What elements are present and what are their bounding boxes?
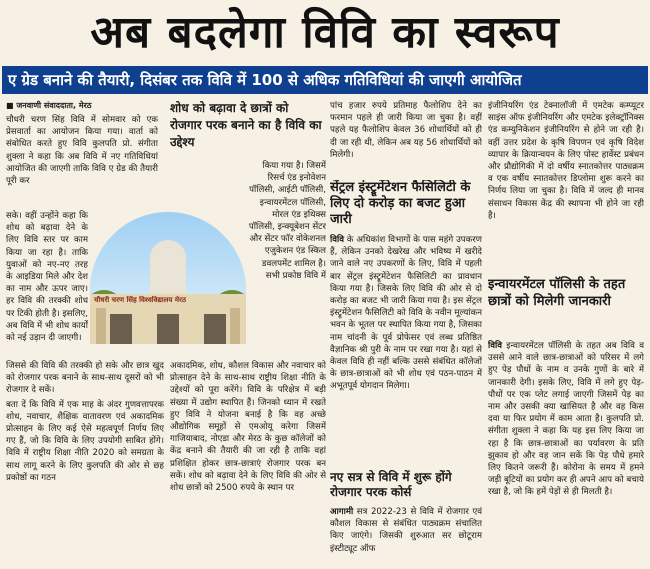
- column-4-text: [488, 100, 644, 270]
- lead-word: विवि: [488, 341, 503, 351]
- section-heading: शोध को बढ़ावा दे छात्रों को रोजगार परक बनाने का है विवि का उद्देश्य: [170, 101, 322, 149]
- paragraph: बता दें कि विवि में एक माह के अंदर गुणवत्तापरक शोध, नवाचार, शैक्षिक वातावरण एवं अकादमिक प्रोत्साहन के लिए कई ऐसे महत्वपूर्ण निर्णय लिए गए हैं, जो कि विवि के लिए उपयोगी साबित होंगे। विवि में राष्ट्रीय शिक्षा नीति 2020 को समग्रता के साथ लागू करने के लिए कुलपति की ओर से छह प्रकोष्ठों का गठन: [6, 399, 164, 483]
- column-3-text: [330, 100, 482, 178]
- paragraph: पांच हजार रुपये प्रतिमाह फैलोशिप देने का फरमान पहले ही जारी किया जा चुका है। वहीं पहले यह फैलोशिप केवल 36 शोधार्थियों को ही दी जा रही थी, लेकिन अब यह 56 शोधार्थियों को मिलेगी।: [330, 101, 482, 160]
- photo-pillar: [96, 308, 106, 344]
- paragraph-body: के अधिकांश विभागों के पास महंगे उपकरण हैं, लेकिन उनको देखरेख और भविष्य में खरीदे जाने वाले नए उपकरणों के लिए, विवि में पहली बार सेंट्रल इंस्ट्रूमेंटेशन फैसिलिटी का प्रावधान किया गया है। जिसके लिए विवि की ओर से दो करोड़ का बजट भी जारी किया गया है। इस सेंट्रल इंस्ट्रूमेंटेशन फैसिलिटी को विवि के नवीन मूल्यांकन भवन के भूतल पर स्थापित किया गया है, जिसका नाम चांदनी के पूर्व प्रोफेसर एवं लब्ध प्रतिष्ठित वैज्ञानिक श्री पुरी के नाम पर रखा गया है। यहां से केवल विवि ही नहीं बल्कि उससे संबंधित कॉलेजों के छात्र-छात्राओं को भी शोध एवं पठन-पाठन में अभूतपूर्व योगदान मिलेगा।: [330, 235, 482, 392]
- byline: ■ जनवाणी संवाददाता, मेरठ: [6, 101, 92, 110]
- paragraph: जिससे की विवि की तरक्की हो सके और छात्र खुद को रोजगार परक बनाने के साथ-साथ दूसरों को भी रोजगार दे सकें।: [6, 361, 164, 396]
- paragraph: अकादमिक, शोध, कौशल विकास और नवाचार को प्रोत्साहन देने के साथ-साथ राष्ट्रीय शिक्षा नीति के उद्देश्यों को पूरा करेंगे। विवि के परिक्षेत्र में बड़ी संख्या में उद्योग स्थापित हैं। जिनको ध्यान में रखते हुए विवि ने योजना बनाई है कि वह अच्छे औद्योगिक समूहों से एमओयू करेगा जिसमें गाजियाबाद, नोएडा और मेरठ के कुछ कॉलेजों को केंद्र बनाने की तैयारी की जा रही है ताकि वहां प्रशिक्षित होकर छात्र-छात्राएं रोजगार परक बन सकें। शोध को बढ़ावा देने के लिए विवि की ओर से शोध छात्रों को 2500 रुपये के स्थान पर: [170, 361, 326, 494]
- column-3-text-mid: [330, 234, 482, 466]
- column-1-text-bottom: [6, 360, 164, 566]
- university-gate-photo: [90, 212, 246, 344]
- section-heading: नए सत्र से विवि में शुरू होंगे रोजगार परक कोर्स: [330, 470, 452, 499]
- headline: अब बदलेगा विवि का स्वरूप: [90, 7, 560, 58]
- column-3-text-bottom: [330, 506, 482, 566]
- column-1-text: [6, 114, 158, 210]
- paragraph-body: सत्र 2022-23 से विवि में रोजगार एवं कौशल विकास से संबंधित पाठ्यक्रम संचालित किए जाएंगे। जिसकी शुरुआत सर छोटूराम इंस्टीट्यूट ऑफ: [330, 507, 482, 554]
- paragraph: सके। वहीं उन्होंने कहा कि शोध को बढ़ावा देने के लिए विवि स्तर पर काम किया जा रहा है। ताकि युवाओं को नए-नए तरह के आइडिया मिले और देश का नाम और ऊपर जाए। हर विवि की तरक्की शोध पर टिकी होती है। इसलिए, अब विवि में भी शोध कार्यों को नई उड़ान दी जाएगी।: [6, 211, 88, 344]
- section-heading: सेंट्रल इंस्ट्रूमेंटेशन फैसिलिटी के लिए दो करोड़ का बजट हुआ जारी: [330, 180, 471, 227]
- paragraph-body: इन्वायरमेंटल पॉलिसी के तहत अब विवि व उससे आने वाले छात्र-छात्राओं को परिसर में लगे हुए पेड़ पौधों के नाम व उनके गुणों के बारे में जानकारी देगी। इसके लिए, विवि में लगे हुए पेड़-पौधों पर एक प्लेट लगाई जाएगी जिसमें पेड़ का नाम और उसकी क्या खासियत है और वह किस दवा या फिर प्रयोग में काम आता है। कुलपति प्रो. संगीता शुक्ला ने कहा कि यह इस लिए किया जा रहा है कि छात्र-छात्राओं का पर्यावरण के प्रति झुकाव हो और वह जान सकें कि पेड़ पौधे हमारे लिए कितने जरूरी हैं। कोरोना के समय में हमने जड़ी बूटियों का प्रयोग कर ही अपने आप को बचाये रखा है, जो कि हमें पेड़ों से ही मिलती है।: [488, 341, 644, 498]
- column-2-text-bottom: [170, 360, 326, 566]
- paragraph: इंजीनियरिंग एंड टेक्नालॉजी में एमटेक कम्प्यूटर साइंस ऑफ इंजीनियरिंग और एमटेक इलेक्ट्रॉनिक्स एंड कम्युनिकेशन इंजीनियरिंग से होने जा रही है। वहीं उत्तर प्रदेश के कृषि विपणन एवं कृषि विदेश व्यापार के क्रियान्वयन के लिए पोस्ट हार्वेस्ट प्रबंधन और प्रौद्योगिकी में दो वर्षीय स्नातकोत्तर पाठ्यक्रम व एक वर्षीय स्नातकोत्तर डिप्लोमा शुरू करने का निर्णय लिया जा चुका है। विवि में जल्द ही मानव संसाधन विकास केंद्र की स्थापना भी होने जा रही है।: [488, 101, 644, 221]
- section-heading: इन्वायरमेंटल पॉलिसी के तहत छात्रों को मिलेगी जानकारी: [488, 277, 626, 309]
- paragraph: [330, 506, 482, 555]
- photo-pillar: [230, 308, 240, 344]
- paragraph: [488, 340, 644, 499]
- photo-gate-opening: [204, 314, 226, 344]
- photo-gate-text: चौधरी चरण सिंह विश्वविद्यालय मेरठ: [94, 296, 187, 304]
- lead-word: आगामी: [330, 507, 354, 517]
- photo-gate-opening: [110, 314, 132, 344]
- paragraph: [330, 234, 482, 393]
- paragraph: किया गया है। जिसमें रिसर्च एंड इनोवेशन पॉलिसी, आईटी पॉलिसी, इन्वायरमेंटल पॉलिसी, मोरल एंड इथिक्स पॉलिसी, इन्क्यूबेशन सेंटर और सेंटर फॉर वोकेशनल एजुकेशन एंड स्किल डवलपमेंट शामिल है। सभी प्रकोष्ठ विवि में: [248, 161, 326, 281]
- column-1-text-wrap: [6, 210, 88, 360]
- photo-gate-opening: [157, 314, 179, 344]
- paragraph: चौधरी चरण सिंह विवि में सोमवार को एक प्रेसवार्ता का आयोजन किया गया। वार्ता को संबोधित करते हुए विवि कुलपति प्रो. संगीता शुक्ला ने कहा कि अब विवि में नए गतिविधियां आयोजित की जाएगी ताकि विवि ए ग्रेड की तैयारी पूरी कर: [6, 115, 158, 187]
- column-4-text-bottom: [488, 340, 644, 566]
- lead-word: विवि: [330, 235, 345, 245]
- subheadline: ए ग्रेड बनाने की तैयारी, दिसंबर तक विवि में 100 से अधिक गतिविधियां की जाएगी आयोजित: [2, 66, 648, 94]
- column-2-text-right: [248, 160, 326, 356]
